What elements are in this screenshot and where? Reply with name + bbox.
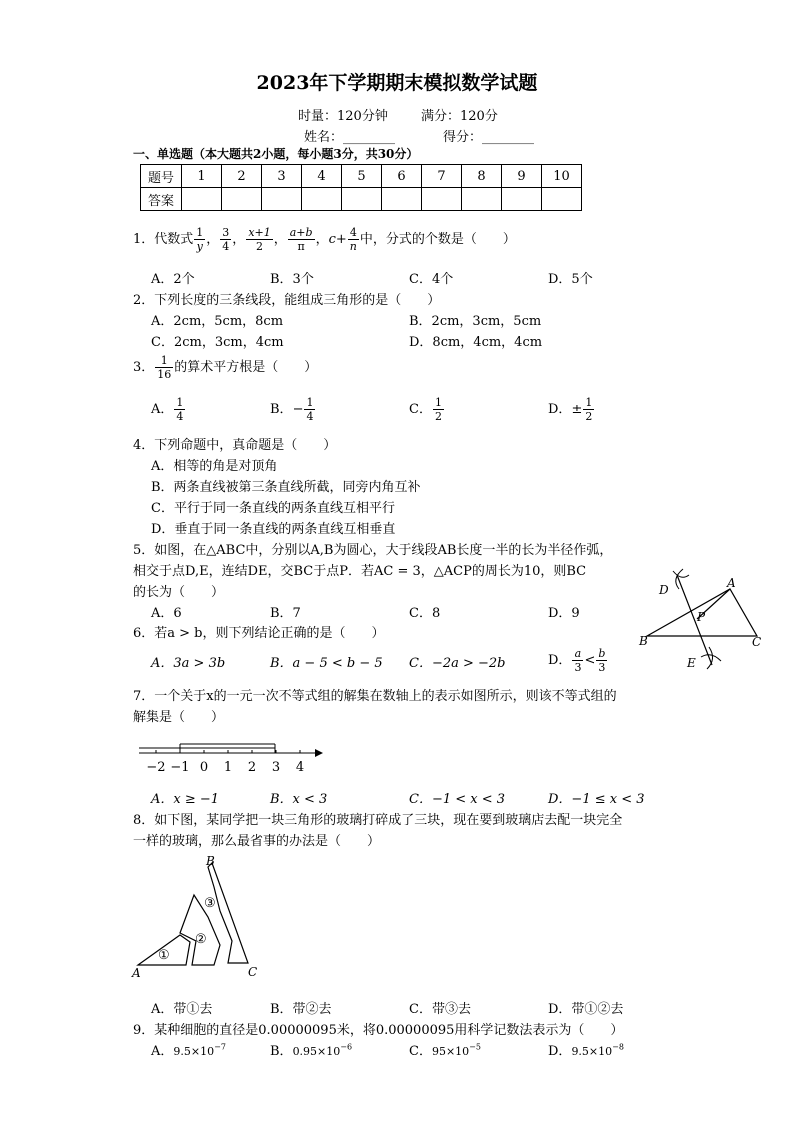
table-cell: 8 bbox=[462, 165, 502, 188]
score-field[interactable]: 得分：________ bbox=[443, 130, 535, 145]
question-7-line-2: 解集是（ ） bbox=[133, 710, 225, 725]
answer-cell[interactable] bbox=[302, 188, 342, 211]
question-5-line-1: 5．如图，在△ABC中，分别以A,B为圆心，大于线段AB长度一半的长为半径作弧， bbox=[133, 543, 613, 558]
answer-cell[interactable] bbox=[262, 188, 302, 211]
label-a: A bbox=[132, 966, 141, 980]
name-field[interactable]: 姓名：________ bbox=[304, 130, 396, 145]
option-a[interactable]: A．$9.5\times 10^{-7}$ bbox=[151, 1042, 226, 1059]
question-2: 2．下列长度的三条线段，能组成三角形的是（ ） bbox=[133, 293, 441, 308]
number-line-tick-label: 0 bbox=[199, 760, 209, 775]
table-row bbox=[141, 165, 582, 188]
option-b[interactable]: B．带②去 bbox=[270, 1002, 332, 1017]
option-a[interactable]: A．2个 bbox=[151, 272, 195, 287]
table-cell: 2 bbox=[222, 165, 262, 188]
option-b[interactable]: B．7 bbox=[270, 606, 301, 621]
piece-3 bbox=[208, 863, 248, 963]
label-piece-1: ① bbox=[158, 948, 170, 963]
full-score: 满分：120分 bbox=[421, 109, 498, 124]
arc-upper bbox=[673, 571, 689, 577]
table-cell: 1 bbox=[182, 165, 222, 188]
option-c[interactable]: C．−2a > −2b bbox=[409, 656, 506, 671]
answer-cell[interactable] bbox=[182, 188, 222, 211]
option-a[interactable]: A．带①去 bbox=[151, 1002, 213, 1017]
number-line-figure bbox=[135, 733, 325, 778]
answer-cell[interactable] bbox=[382, 188, 422, 211]
question-9: 9．某种细胞的直径是0.00000095米，将0.00000095用科学记数法表示为（ ） bbox=[133, 1023, 624, 1038]
number-line-tick-label: 3 bbox=[271, 760, 281, 775]
question-4: 4．下列命题中，真命题是（ ） bbox=[133, 438, 337, 453]
broken-glass-figure bbox=[128, 855, 268, 985]
time-limit: 时量：120分钟 bbox=[298, 109, 388, 124]
option-c[interactable]: C．−1 < x < 3 bbox=[409, 792, 506, 807]
label-piece-3: ③ bbox=[204, 896, 216, 911]
axis-arrow bbox=[315, 749, 323, 757]
table-header-label: 题号 bbox=[141, 165, 182, 188]
table-cell: 6 bbox=[382, 165, 422, 188]
label-d: D bbox=[659, 583, 669, 597]
label-c: C bbox=[248, 965, 258, 979]
option-c[interactable]: C．4个 bbox=[409, 272, 454, 287]
option-c[interactable]: C．$95\times 10^{-5}$ bbox=[409, 1042, 481, 1059]
page-title: 2023年下学期期末模拟数学试题 bbox=[256, 72, 538, 94]
table-cell: 9 bbox=[502, 165, 542, 188]
number-line-tick-label: 2 bbox=[247, 760, 257, 775]
label-b: B bbox=[206, 855, 215, 868]
option-b[interactable]: B．3个 bbox=[270, 272, 314, 287]
option-d[interactable]: D．垂直于同一条直线的两条直线互相垂直 bbox=[151, 522, 396, 537]
option-c[interactable]: C．8 bbox=[409, 606, 441, 621]
number-line-tick-label: −1 bbox=[170, 760, 190, 775]
option-a[interactable]: A．6 bbox=[151, 606, 182, 621]
option-a[interactable]: A．2cm，5cm，8cm bbox=[151, 314, 284, 329]
question-8-line-2: 一样的玻璃，那么最省事的办法是（ ） bbox=[133, 834, 381, 849]
answer-cell[interactable] bbox=[422, 188, 462, 211]
option-d[interactable]: D．−1 ≤ x < 3 bbox=[548, 792, 645, 807]
answer-cell[interactable] bbox=[222, 188, 262, 211]
option-a[interactable]: A．3a > 3b bbox=[151, 656, 226, 671]
section-heading: 一、单选题（本大题共2小题，每小题3分，共30分） bbox=[133, 147, 419, 161]
option-a[interactable]: A． $\frac{1}{4}$ bbox=[151, 396, 184, 423]
answer-cell[interactable] bbox=[462, 188, 502, 211]
label-c: C bbox=[752, 635, 762, 649]
option-b[interactable]: B．x < 3 bbox=[270, 792, 328, 807]
table-cell: 3 bbox=[262, 165, 302, 188]
option-b[interactable]: B．2cm，3cm，5cm bbox=[409, 314, 542, 329]
arc-lower bbox=[701, 655, 721, 661]
option-c[interactable]: C．2cm，3cm，4cm bbox=[151, 335, 284, 350]
question-1: 1．代数式 $\frac{1}{y}$ ， $\frac{3}{4}$ ， $\frac{x+1}{2}$ ， $\frac{a+b}{\pi}$ ，c+ $\frac{4}{n}$ 中，分式的个数是（ ） bbox=[133, 226, 516, 253]
option-c[interactable]: C．带③去 bbox=[409, 1002, 471, 1017]
option-d[interactable]: D．± $\frac{1}{2}$ bbox=[548, 396, 593, 423]
option-b[interactable]: B．− $\frac{1}{4}$ bbox=[270, 396, 314, 423]
answer-table bbox=[140, 164, 582, 211]
answer-cell[interactable] bbox=[502, 188, 542, 211]
number-line-tick-label: 1 bbox=[223, 760, 233, 775]
number-line-tick-label: −2 bbox=[146, 760, 166, 775]
table-row bbox=[141, 188, 582, 211]
option-d[interactable]: D．9 bbox=[548, 606, 580, 621]
label-e: E bbox=[687, 656, 696, 670]
number-line-tick-label: 4 bbox=[295, 760, 305, 775]
option-d[interactable]: D．带①②去 bbox=[548, 1002, 624, 1017]
question-6: 6．若a > b，则下列结论正确的是（ ） bbox=[133, 626, 385, 641]
table-cell: 4 bbox=[302, 165, 342, 188]
option-d[interactable]: D． $\frac{a}{3}$ < $\frac{b}{3}$ bbox=[548, 647, 606, 674]
option-d[interactable]: D．$9.5\times 10^{-8}$ bbox=[548, 1042, 624, 1059]
table-cell: 5 bbox=[342, 165, 382, 188]
perpendicular-bisector-de bbox=[677, 575, 712, 665]
option-d[interactable]: D．5个 bbox=[548, 272, 593, 287]
label-p: P bbox=[697, 610, 706, 624]
answer-cell[interactable] bbox=[342, 188, 382, 211]
label-piece-2: ② bbox=[195, 932, 207, 947]
question-8-line-1: 8．如下图，某同学把一块三角形的玻璃打碎成了三块，现在要到玻璃店去配一块完全 bbox=[133, 813, 623, 828]
option-c[interactable]: C． $\frac{1}{2}$ bbox=[409, 396, 442, 423]
table-cell: 10 bbox=[542, 165, 582, 188]
option-c[interactable]: C．平行于同一条直线的两条直线互相平行 bbox=[151, 501, 395, 516]
question-7-line-1: 7．一个关于x的一元一次不等式组的解集在数轴上的表示如图所示，则该不等式组的 bbox=[133, 689, 617, 704]
table-cell: 7 bbox=[422, 165, 462, 188]
table-header-label: 答案 bbox=[141, 188, 182, 211]
answer-cell[interactable] bbox=[542, 188, 582, 211]
option-b[interactable]: B．a − 5 < b − 5 bbox=[270, 656, 383, 671]
triangle-construction-figure bbox=[635, 565, 775, 680]
option-a[interactable]: A．x ≥ −1 bbox=[151, 792, 220, 807]
option-a[interactable]: A．相等的角是对顶角 bbox=[151, 459, 278, 474]
option-b[interactable]: B．$0.95\times 10^{-6}$ bbox=[270, 1042, 353, 1059]
option-b[interactable]: B．两条直线被第三条直线所截，同旁内角互补 bbox=[151, 480, 421, 495]
option-d[interactable]: D．8cm，4cm，4cm bbox=[409, 335, 543, 350]
question-5-line-2: 相交于点D,E，连结DE，交BC于点P．若AC = 3，△ACP的周长为10，则BC bbox=[133, 564, 587, 579]
question-5-line-3: 的长为（ ） bbox=[133, 585, 225, 600]
question-3: 3． $\frac{1}{16}$ 的算术平方根是（ ） bbox=[133, 354, 318, 381]
label-a: A bbox=[727, 576, 736, 590]
label-b: B bbox=[639, 634, 648, 648]
